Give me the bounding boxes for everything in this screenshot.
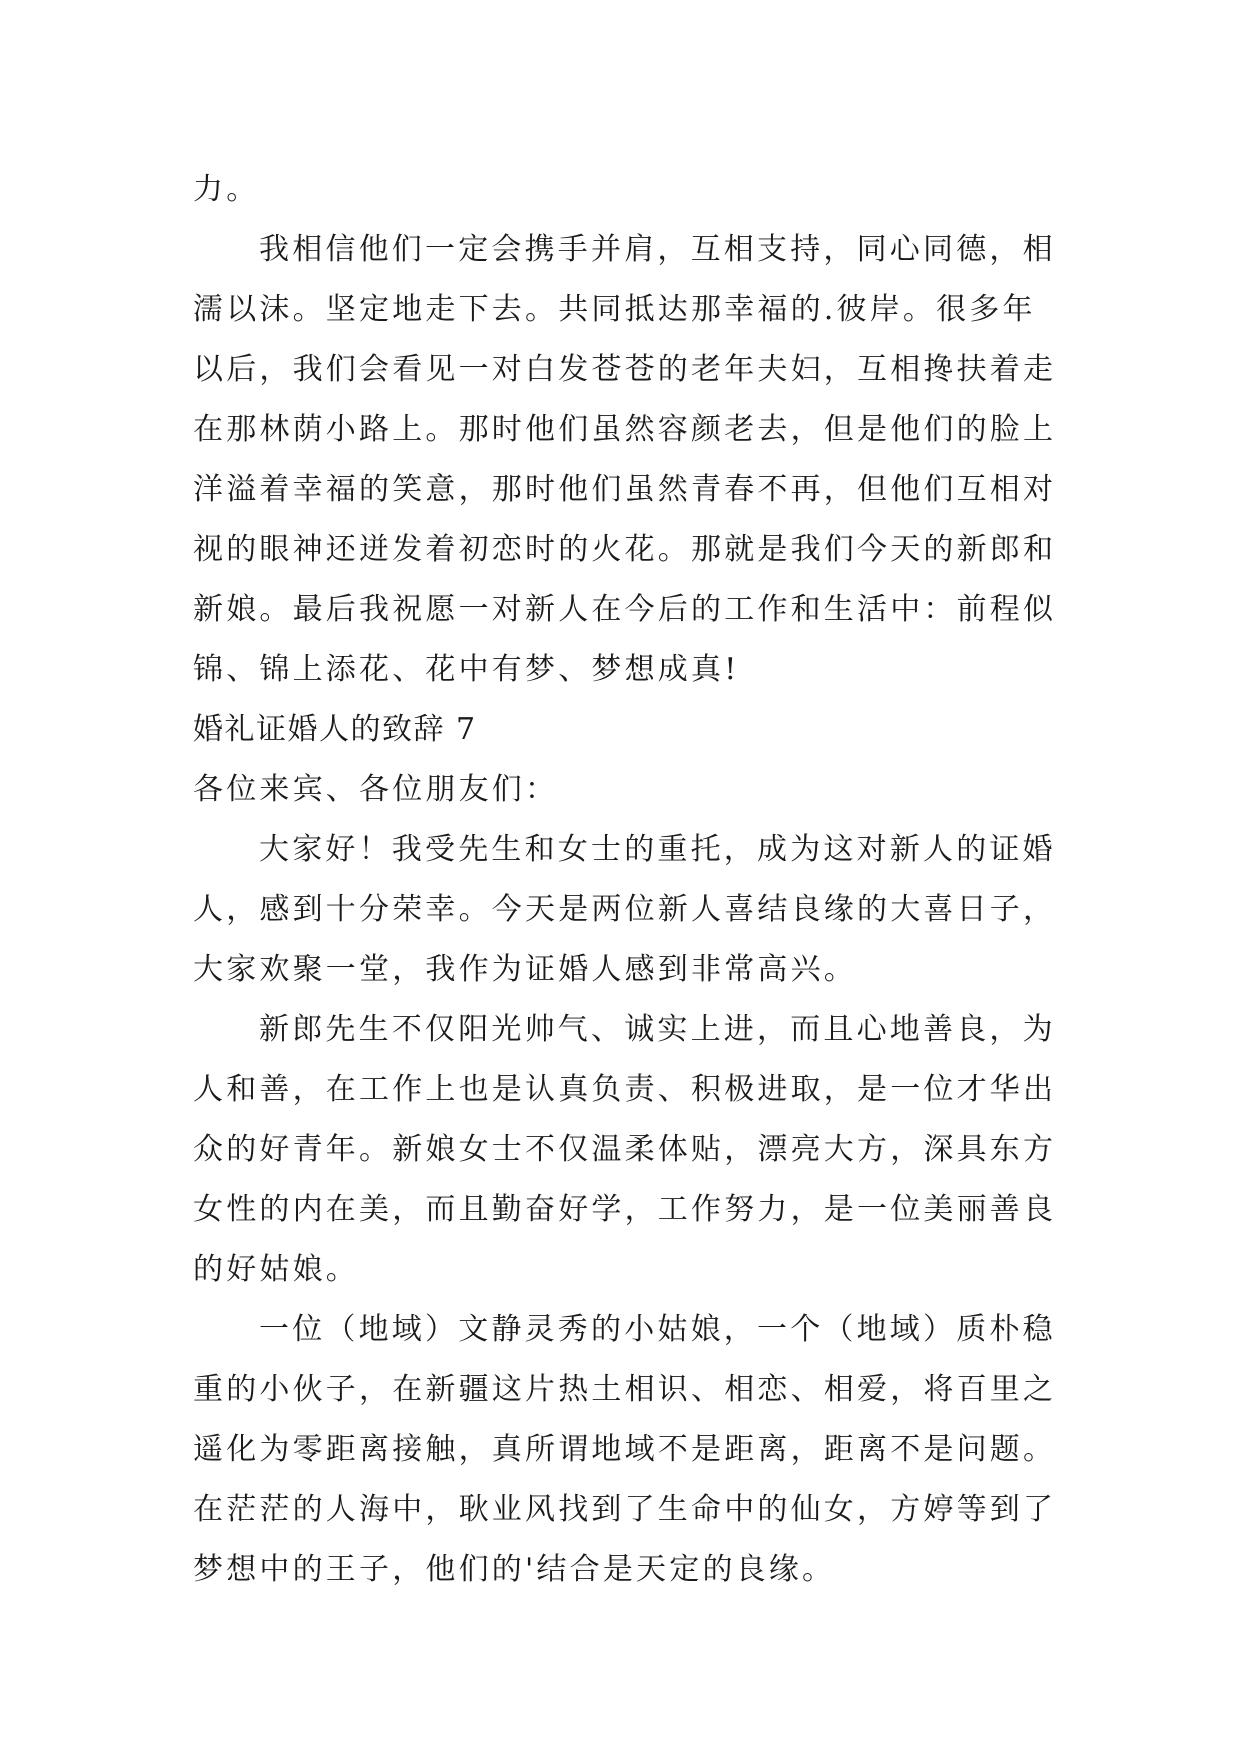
text-line: 力。: [193, 172, 260, 207]
text-line: 视的眼神还迸发着初恋时的火花。那就是我们今天的新郎和: [193, 532, 1057, 567]
text-line: 人和善，在工作上也是认真负责、积极进取，是一位才华出: [193, 1072, 1057, 1107]
paragraph-start-line: 大家好！我受先生和女士的重托，成为这对新人的证婚: [259, 832, 1056, 867]
text-line: 人，感到十分荣幸。今天是两位新人喜结良缘的大喜日子，: [193, 892, 1057, 927]
text-line: 新娘。最后我祝愿一对新人在今后的工作和生活中：前程似: [193, 592, 1057, 627]
text-line: 重的小伙子，在新疆这片热土相识、相恋、相爱，将百里之: [193, 1372, 1057, 1407]
section-heading: 婚礼证婚人的致辞 7: [193, 712, 477, 747]
text-line: 的好姑娘。: [193, 1252, 359, 1287]
text-line: 大家欢聚一堂，我作为证婚人感到非常高兴。: [193, 952, 857, 987]
paragraph-start-line: 一位（地域）文静灵秀的小姑娘，一个（地域）质朴稳: [259, 1312, 1056, 1347]
text-line: 在那林荫小路上。那时他们虽然容颜老去，但是他们的脸上: [193, 412, 1057, 447]
text-line: 以后，我们会看见一对白发苍苍的老年夫妇，互相搀扶着走: [193, 352, 1057, 387]
text-line: 遥化为零距离接触，真所谓地域不是距离，距离不是问题。: [193, 1432, 1057, 1467]
text-line: 梦想中的王子，他们的'结合是天定的良缘。: [193, 1552, 836, 1587]
paragraph-start-line: 我相信他们一定会携手并肩，互相支持，同心同德，相: [259, 232, 1056, 267]
paragraph-start-line: 新郎先生不仅阳光帅气、诚实上进，而且心地善良，为: [259, 1012, 1056, 1047]
text-line: 濡以沫。坚定地走下去。共同抵达那幸福的.彼岸。很多年: [193, 292, 1036, 327]
text-line: 洋溢着幸福的笑意，那时他们虽然青春不再，但他们互相对: [193, 472, 1057, 507]
text-line: 在茫茫的人海中，耿业风找到了生命中的仙女，方婷等到了: [193, 1492, 1057, 1527]
salutation-line: 各位来宾、各位朋友们：: [193, 772, 559, 807]
text-line: 锦、锦上添花、花中有梦、梦想成真!: [193, 652, 740, 687]
text-line: 女性的内在美，而且勤奋好学，工作努力，是一位美丽善良: [193, 1192, 1057, 1227]
text-line: 众的好青年。新娘女士不仅温柔体贴，漂亮大方，深具东方: [193, 1132, 1057, 1167]
document-body: [193, 160, 1093, 1600]
